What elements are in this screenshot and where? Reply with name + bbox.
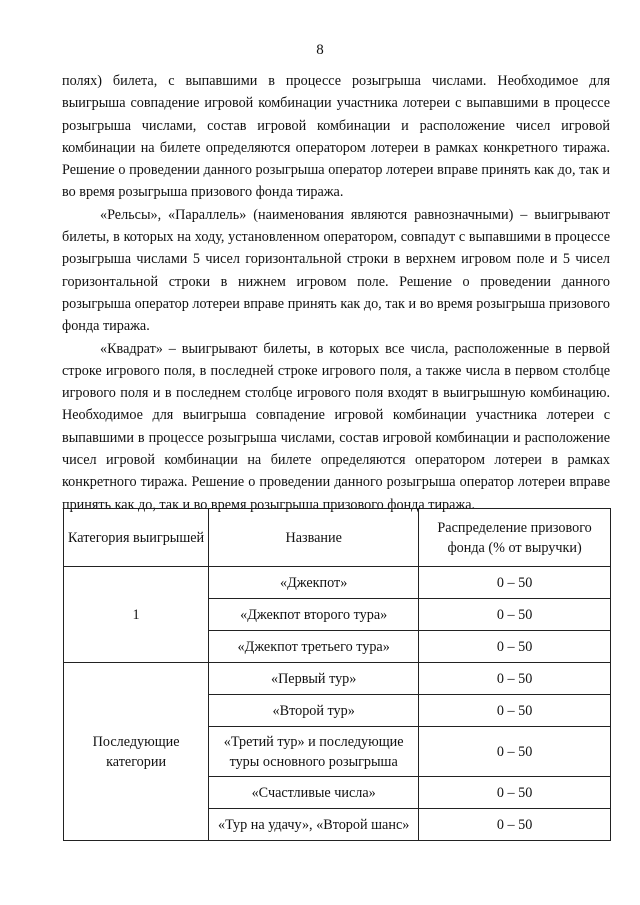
prize-name-cell: «Первый тур» (209, 663, 419, 695)
prize-share-cell: 0 – 50 (419, 809, 611, 841)
prize-name-cell: «Джекпот третьего тура» (209, 631, 419, 663)
prize-name-cell: «Второй тур» (209, 695, 419, 727)
prize-name-cell: «Джекпот» (209, 567, 419, 599)
category-cell: Последующие категории (64, 663, 209, 841)
table-row (64, 567, 611, 599)
prize-share-cell: 0 – 50 (419, 599, 611, 631)
prize-share-cell: 0 – 50 (419, 695, 611, 727)
prize-name-cell: «Джекпот второго тура» (209, 599, 419, 631)
paragraph-rails: «Рельсы», «Параллель» (наименования являются равнозначными) – выигрывают билеты, в которых на ходу, установленном оператором, совпадут с выпавшими в процессе розыгрыша числами 5 чисел горизонтальной строки в верхнем игровом поле и 5 чисел горизонтальной строки в нижнем игровом поле. Решение о проведении данного розыгрыша оператор лотереи вправе принять как до, так и во время розыгрыша призового фонда тиража. (62, 206, 610, 335)
header-name: Название (209, 509, 419, 567)
prize-name-cell: «Тур на удачу», «Второй шанс» (209, 809, 419, 841)
header-category: Категория выигрышей (64, 509, 209, 567)
prize-share-cell: 0 – 50 (419, 631, 611, 663)
category-cell: 1 (64, 567, 209, 663)
prize-share-cell: 0 – 50 (419, 663, 611, 695)
prize-share-cell: 0 – 50 (419, 727, 611, 777)
body-text (62, 70, 610, 516)
table-header-row (64, 509, 611, 567)
page-number: 8 (316, 42, 324, 58)
paragraph-continuation: полях) билета, с выпавшими в процессе розыгрыша числами. Необходимое для выигрыша совпадение игровой комбинации участника лотереи с выпавшими в процессе розыгрыша числами, состав игровой комбинации и расположение чисел игровой комбинации на билете определяются оператором лотереи в рамках конкретного тиража. Решение о проведении данного розыгрыша оператор лотереи вправе принять как до, так и во время розыгрыша призового фонда тиража. (62, 73, 610, 201)
table-row (64, 663, 611, 695)
prize-name-cell: «Счастливые числа» (209, 777, 419, 809)
prize-name-cell: «Третий тур» и последующие туры основного розыгрыша (209, 727, 419, 777)
prize-share-cell: 0 – 50 (419, 567, 611, 599)
paragraph-square: «Квадрат» – выигрывают билеты, в которых все числа, расположенные в первой строке игрового поля, в последней строке игрового поля, а также числа в первом столбце игрового поля и в последнем столбце игрового поля входят в выигрышную комбинацию. Необходимое для выигрыша совпадение игровой комбинации участника лотереи с выпавшими в процессе розыгрыша числами, состав игровой комбинации и расположение чисел игровой комбинации на билете определяются оператором лотереи в рамках конкретного тиража. Решение о проведении данного розыгрыша оператор лотереи вправе принять как до, так и во время розыгрыша призового фонда тиража. (62, 340, 610, 513)
header-share: Распределение призового фонда (% от выручки) (419, 509, 611, 567)
prize-distribution-table (63, 508, 611, 841)
prize-share-cell: 0 – 50 (419, 777, 611, 809)
